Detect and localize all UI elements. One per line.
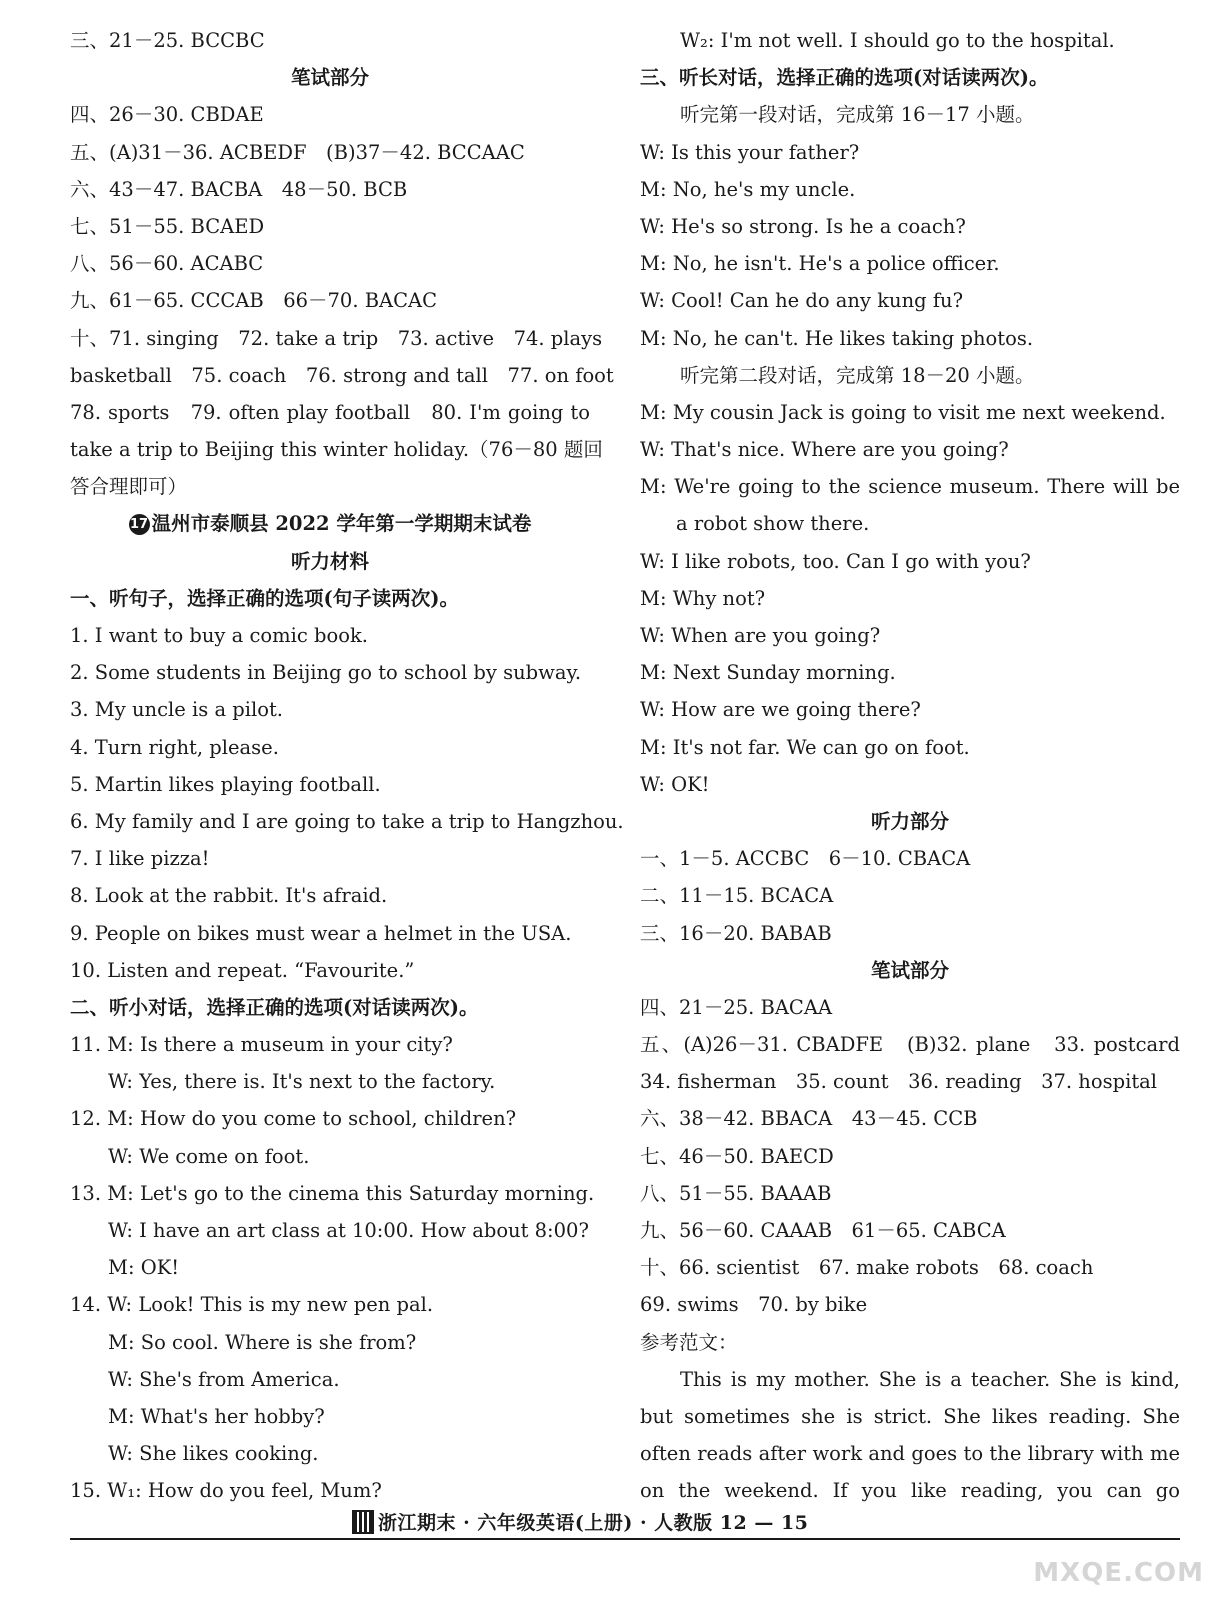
left-column-line xyxy=(70,320,603,357)
left-column-line-text: 3. My uncle is a pilot. xyxy=(70,698,283,722)
right-column-line xyxy=(640,1249,1180,1286)
left-column-line-text: 1. I want to buy a comic book. xyxy=(70,624,368,647)
right-column-line xyxy=(640,952,1180,989)
right-column-line xyxy=(640,1286,1180,1323)
left-column-line-text: W: We come on foot. xyxy=(108,1144,310,1168)
left-column-line xyxy=(70,171,590,208)
right-column-line xyxy=(640,171,1180,208)
left-column-line-text: 八、56－60. ACABC xyxy=(70,252,264,276)
left-column-line-text: 9. People on bikes must wear a helmet in the USA. xyxy=(70,921,572,945)
right-column-line-text: 参考范文： xyxy=(640,1330,738,1354)
left-column-line-text: M: What's her hobby? xyxy=(108,1404,325,1428)
left-column-line xyxy=(70,766,590,803)
right-column-line-text: 听力部分 xyxy=(870,809,949,833)
right-column-line-text: M: We're going to the science museum. There will be xyxy=(640,475,1180,499)
right-column-line-text: 一、1－5. ACCBC 6－10. CBACA xyxy=(640,847,971,871)
right-column-line-text: W₂: I'm not well. I should go to the hospital. xyxy=(680,29,1115,52)
right-column-line-text: W: That's nice. Where are you going? xyxy=(640,438,1009,462)
right-column-line xyxy=(640,357,1180,394)
right-column-line xyxy=(640,1175,1180,1212)
right-column-line-text: M: My cousin Jack is going to visit me next weekend. xyxy=(640,400,1166,424)
right-column-line-text: 九、56－60. CAAAB 61－65. CABCA xyxy=(640,1219,1006,1242)
right-column-line xyxy=(640,22,1180,59)
left-column-line-text: take a trip to Beijing this winter holiday.（76－80 题回 xyxy=(70,438,603,462)
left-column-line-text: 14. W: Look! This is my new pen pal. xyxy=(70,1293,434,1317)
right-column-line-text: M: Why not? xyxy=(640,586,766,610)
right-column-line xyxy=(640,543,1180,580)
left-column-line xyxy=(70,803,624,840)
right-column-line xyxy=(640,96,1180,133)
right-column-line-text: 三、听长对话，选择正确的选项(对话读两次)。 xyxy=(640,66,1049,90)
left-column-line xyxy=(70,617,590,654)
right-column-line-text: 笔试部分 xyxy=(870,958,949,982)
right-column-line xyxy=(640,766,1180,803)
left-column-line xyxy=(70,1100,590,1137)
right-column-line-text: This is my mother. She is a teacher. She is kind, xyxy=(680,1367,1180,1391)
left-column-line xyxy=(70,543,590,580)
right-column-line xyxy=(640,729,1180,766)
left-column xyxy=(70,22,624,1510)
right-column-line xyxy=(640,134,1180,171)
left-column-line xyxy=(70,877,590,914)
right-column-line xyxy=(640,208,1180,245)
left-column-line xyxy=(70,1398,590,1435)
right-column-line xyxy=(640,1398,1180,1435)
left-column-line xyxy=(70,357,614,394)
left-column-line xyxy=(70,1249,590,1286)
left-column-line-text: W: I have an art class at 10:00. How about 8:00? xyxy=(108,1219,589,1242)
left-column-line xyxy=(70,431,603,468)
left-column-line-text: 15. W₁: How do you feel, Mum? xyxy=(70,1479,382,1503)
right-column-line-text: 三、16－20. BABAB xyxy=(640,921,832,945)
left-column-line xyxy=(70,1212,590,1249)
left-column-line-text: 5. Martin likes playing football. xyxy=(70,772,381,796)
right-column-line xyxy=(640,1100,1180,1137)
right-column-line-text: M: No, he's my uncle. xyxy=(640,177,856,201)
left-column-line xyxy=(70,840,590,877)
right-column-line-text: 十、66. scientist 67. make robots 68. coach xyxy=(640,1256,1094,1280)
left-column-line xyxy=(70,208,590,245)
left-column-line-text: 四、26－30. CBDAE xyxy=(70,103,264,127)
left-column-line xyxy=(70,729,590,766)
left-column-line xyxy=(70,468,590,505)
right-column-line-text: M: It's not far. We can go on foot. xyxy=(640,735,970,759)
left-column-line-text: M: OK! xyxy=(108,1256,180,1280)
right-column-line-text: 听完第一段对话，完成第 16－17 小题。 xyxy=(680,103,1035,127)
left-column-line-text: 三、21－25. BCCBC xyxy=(70,29,265,52)
right-column-line xyxy=(640,431,1180,468)
left-column-line xyxy=(70,96,590,133)
right-column-line-text: W: I like robots, too. Can I go with you? xyxy=(640,549,1031,573)
right-column-line xyxy=(640,1138,1180,1175)
right-column-line xyxy=(640,468,1180,505)
left-column-line-text: 6. My family and I are going to take a trip to Hangzhou. xyxy=(70,809,624,833)
left-column-line xyxy=(70,1026,590,1063)
footer-rule xyxy=(70,1538,1180,1540)
right-column-line-text: M: No, he can't. He likes taking photos. xyxy=(640,326,1034,350)
left-column-line xyxy=(70,245,590,282)
right-column-line xyxy=(640,915,1180,952)
left-column-line-text: 听力材料 xyxy=(290,549,369,573)
left-column-line-text: M: So cool. Where is she from? xyxy=(108,1330,417,1354)
left-column-line xyxy=(70,59,590,96)
left-column-line xyxy=(70,505,590,542)
left-column-line xyxy=(70,134,590,171)
left-column-line-text: 笔试部分 xyxy=(290,66,369,90)
right-column-line-text: 七、46－50. BAECD xyxy=(640,1144,834,1168)
left-column-line xyxy=(70,1435,590,1472)
right-column-line-text: 听完第二段对话，完成第 18－20 小题。 xyxy=(680,363,1035,387)
left-column-line-text: 二、听小对话，选择正确的选项(对话读两次)。 xyxy=(70,995,479,1019)
left-column-line xyxy=(70,394,590,431)
left-column-line xyxy=(70,989,590,1026)
exam-number-badge: 17 xyxy=(129,514,150,535)
left-column-line-text: 温州市泰顺县 2022 学年第一学期期末试卷 xyxy=(151,512,532,536)
right-column-line xyxy=(640,1324,1180,1361)
right-column-line-text: W: Cool! Can he do any kung fu? xyxy=(640,289,964,313)
left-column-line-text: 12. M: How do you come to school, children? xyxy=(70,1107,517,1131)
right-column-line xyxy=(640,1026,1180,1063)
left-column-line xyxy=(70,1138,590,1175)
right-column-line xyxy=(640,59,1180,96)
right-column-line-text: but sometimes she is strict. She likes reading. She xyxy=(640,1404,1180,1428)
right-column-line xyxy=(640,617,1180,654)
left-column-line xyxy=(70,580,590,617)
left-column-line xyxy=(70,691,590,728)
right-column-line-text: 34. fisherman 35. count 36. reading 37. hospital xyxy=(640,1070,1158,1094)
left-column-line-text: 7. I like pizza! xyxy=(70,847,210,871)
right-column-line xyxy=(640,580,1180,617)
left-column-line-text: 六、43－47. BACBA 48－50. BCB xyxy=(70,177,408,201)
right-column-line-text: 四、21－25. BACAA xyxy=(640,995,833,1019)
left-column-line xyxy=(70,282,590,319)
right-column-line-text: W: How are we going there? xyxy=(640,698,921,722)
left-column-line xyxy=(70,1361,590,1398)
right-column-line xyxy=(640,803,1180,840)
left-column-line-text: 七、51－55. BCAED xyxy=(70,214,265,238)
right-column-line xyxy=(640,1212,1180,1249)
right-column-line-text: often reads after work and goes to the library with me xyxy=(640,1442,1180,1466)
right-column-line-text: W: Is this your father? xyxy=(640,140,860,164)
right-column-line-text: 八、51－55. BAAAB xyxy=(640,1181,832,1205)
left-column-line-text: 13. M: Let's go to the cinema this Saturday morning. xyxy=(70,1181,595,1205)
left-column-line-text: W: She's from America. xyxy=(108,1367,340,1391)
right-column-line xyxy=(640,1063,1180,1100)
left-column-line-text: basketball 75. coach 76. strong and tall 77. on foot xyxy=(70,363,614,387)
page-footer xyxy=(0,1500,1222,1540)
right-column-line-text: M: Next Sunday morning. xyxy=(640,661,896,685)
right-column-line-text: 五、(A)26－31. CBADFE (B)32. plane 33. postcard xyxy=(640,1033,1180,1057)
left-column-line xyxy=(70,1063,590,1100)
right-column-line xyxy=(640,1435,1180,1472)
right-column-line xyxy=(640,840,1180,877)
right-column-line-text: M: No, he isn't. He's a police officer. xyxy=(640,252,1000,276)
left-column-line xyxy=(70,1324,590,1361)
left-column-line xyxy=(70,952,590,989)
right-column-line xyxy=(640,877,1180,914)
left-column-line-text: 十、71. singing 72. take a trip 73. active 74. plays xyxy=(70,326,603,350)
left-column-line-text: 4. Turn right, please. xyxy=(70,735,279,759)
right-column-line-text: 六、38－42. BBACA 43－45. CCB xyxy=(640,1107,978,1131)
right-column-line xyxy=(640,691,1180,728)
left-column-line-text: W: Yes, there is. It's next to the factory. xyxy=(108,1070,496,1094)
watermark-logo xyxy=(1033,1498,1204,1588)
right-column-line-text: 二、11－15. BCACA xyxy=(640,884,834,908)
right-column-line xyxy=(640,654,1180,691)
watermark-text: MXQE.COM xyxy=(1033,1558,1204,1588)
right-column-line xyxy=(640,282,1180,319)
left-column-line xyxy=(70,22,590,59)
right-column-line-text: W: He's so strong. Is he a coach? xyxy=(640,214,966,238)
right-column-line xyxy=(640,505,1180,542)
right-column-line-text: a robot show there. xyxy=(676,512,870,536)
left-column-line-text: 九、61－65. CCCAB 66－70. BACAC xyxy=(70,289,438,313)
left-column-line-text: 10. Listen and repeat. “Favourite.” xyxy=(70,958,415,982)
right-column-line xyxy=(640,245,1180,282)
right-column-line-text: 69. swims 70. by bike xyxy=(640,1293,868,1317)
left-column-line-text: W: She likes cooking. xyxy=(108,1442,319,1466)
left-column-line xyxy=(70,915,590,952)
left-column-line xyxy=(70,1175,595,1212)
right-column-line xyxy=(640,989,1180,1026)
left-column-line-text: 一、听句子，选择正确的选项(句子读两次)。 xyxy=(70,586,459,610)
right-column-line xyxy=(640,1361,1180,1398)
left-column-line-text: 11. M: Is there a museum in your city? xyxy=(70,1033,453,1057)
right-column-line-text: W: OK! xyxy=(640,772,710,796)
footer-text: 浙江期末 · 六年级英语(上册) · 人教版 12 — 15 xyxy=(378,1512,809,1534)
right-column-line xyxy=(640,394,1180,431)
left-column-line-text: 78. sports 79. often play football 80. I'm going to xyxy=(70,400,590,424)
left-column-line-text: 答合理即可） xyxy=(70,475,188,499)
left-column-line-text: 2. Some students in Beijing go to school by subway. xyxy=(70,661,582,685)
left-column-line-text: 五、(A)31－36. ACBEDF (B)37－42. BCCAAC xyxy=(70,140,525,164)
left-column-line xyxy=(70,1286,590,1323)
left-column-line-text: 8. Look at the rabbit. It's afraid. xyxy=(70,884,388,908)
right-column-line xyxy=(640,320,1180,357)
right-column-line-text: W: When are you going? xyxy=(640,624,881,647)
right-column xyxy=(640,22,1180,1510)
left-column-line xyxy=(70,654,590,691)
right-column-line-text: on the weekend. If you like reading, you can go xyxy=(640,1479,1180,1503)
